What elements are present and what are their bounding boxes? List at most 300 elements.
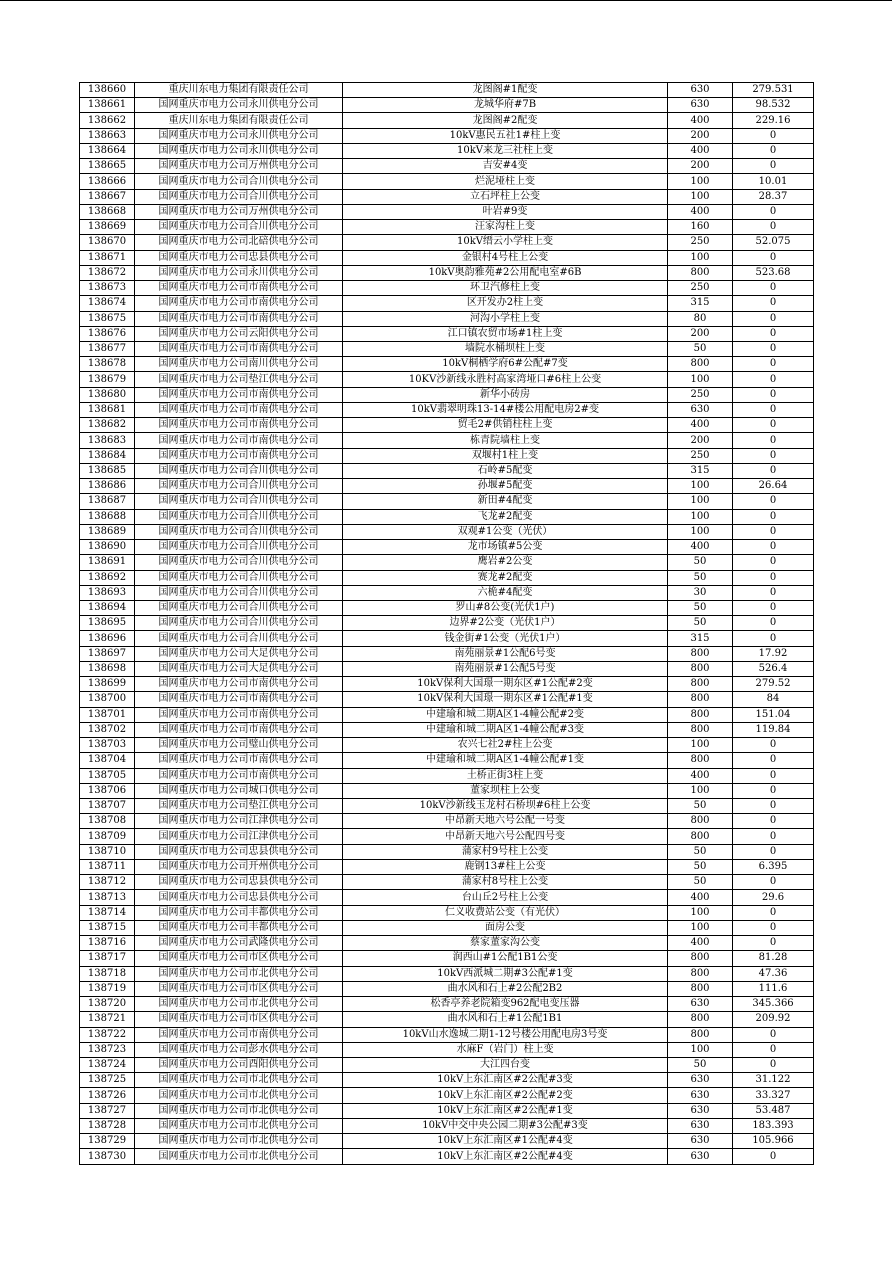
table-row (80, 326, 814, 341)
company-cell: 国网重庆市电力公司市南供电分公司 (135, 722, 343, 737)
table-row (80, 753, 814, 768)
capacity-cell: 250 (668, 235, 733, 250)
id-cell: 138666 (80, 174, 135, 189)
value-cell: 10.01 (733, 174, 814, 189)
id-cell: 138708 (80, 814, 135, 829)
transformer-name-cell: 10kV来龙三社柱上变 (343, 143, 668, 158)
id-cell: 138700 (80, 692, 135, 707)
table-row (80, 936, 814, 951)
transformer-name-cell: 10kV惠民五社1#柱上变 (343, 128, 668, 143)
value-cell: 0 (733, 540, 814, 555)
value-cell: 119.84 (733, 722, 814, 737)
company-cell: 国网重庆市电力公司合川供电分公司 (135, 631, 343, 646)
id-cell: 138689 (80, 524, 135, 539)
table-row (80, 890, 814, 905)
company-cell: 国网重庆市电力公司市南供电分公司 (135, 677, 343, 692)
capacity-cell: 800 (668, 829, 733, 844)
company-cell: 国网重庆市电力公司合川供电分公司 (135, 540, 343, 555)
transformer-name-cell: 中昂新天地六号公配一号变 (343, 814, 668, 829)
transformer-name-cell: 贸毛2#供销柱柱上变 (343, 418, 668, 433)
transformer-name-cell: 董家坝柱上公变 (343, 783, 668, 798)
transformer-name-cell: 10kV西派城二期#3公配#1变 (343, 966, 668, 981)
transformer-name-cell: 大江四台变 (343, 1058, 668, 1073)
capacity-cell: 50 (668, 799, 733, 814)
company-cell: 国网重庆市电力公司武隆供电分公司 (135, 936, 343, 951)
value-cell: 0 (733, 829, 814, 844)
capacity-cell: 400 (668, 418, 733, 433)
transformer-name-cell: 双堰村1柱上变 (343, 448, 668, 463)
value-cell: 229.16 (733, 113, 814, 128)
id-cell: 138679 (80, 372, 135, 387)
id-cell: 138697 (80, 646, 135, 661)
table-row (80, 189, 814, 204)
capacity-cell: 50 (668, 570, 733, 585)
company-cell: 国网重庆市电力公司万州供电分公司 (135, 159, 343, 174)
value-cell: 29.6 (733, 890, 814, 905)
id-cell: 138712 (80, 875, 135, 890)
id-cell: 138707 (80, 799, 135, 814)
company-cell: 国网重庆市电力公司彭水供电分公司 (135, 1042, 343, 1057)
value-cell: 0 (733, 631, 814, 646)
table-row (80, 1027, 814, 1042)
transformer-name-cell: 烂泥垭柱上变 (343, 174, 668, 189)
transformer-name-cell: 龙城华府#7B (343, 98, 668, 113)
transformer-name-cell: 新田#4配变 (343, 494, 668, 509)
transformer-name-cell: 栋青院墙柱上变 (343, 433, 668, 448)
value-cell: 0 (733, 220, 814, 235)
company-cell: 国网重庆市电力公司垫江供电分公司 (135, 799, 343, 814)
value-cell: 523.68 (733, 265, 814, 280)
capacity-cell: 250 (668, 281, 733, 296)
transformer-name-cell: 龙图阁#2配变 (343, 113, 668, 128)
company-cell: 重庆川东电力集团有限责任公司 (135, 113, 343, 128)
id-cell: 138676 (80, 326, 135, 341)
transformer-name-cell: 叶岩#9变 (343, 204, 668, 219)
value-cell: 0 (733, 524, 814, 539)
company-cell: 国网重庆市电力公司永川供电分公司 (135, 98, 343, 113)
table-row (80, 616, 814, 631)
transformer-name-cell: 土桥正街3柱上变 (343, 768, 668, 783)
id-cell: 138714 (80, 905, 135, 920)
table-row (80, 707, 814, 722)
table-row (80, 1073, 814, 1088)
transformer-name-cell: 南苑丽景#1公配6号变 (343, 646, 668, 661)
capacity-cell: 630 (668, 997, 733, 1012)
id-cell: 138711 (80, 859, 135, 874)
transformer-name-cell: 10kV保利大国璟一期东区#1公配#2变 (343, 677, 668, 692)
table-row (80, 677, 814, 692)
transformer-name-cell: 钱金街#1公变（光伏1户） (343, 631, 668, 646)
id-cell: 138686 (80, 479, 135, 494)
table-row (80, 372, 814, 387)
table-row (80, 540, 814, 555)
id-cell: 138696 (80, 631, 135, 646)
value-cell: 0 (733, 555, 814, 570)
transformer-name-cell: 台山丘2号柱上公变 (343, 890, 668, 905)
company-cell: 国网重庆市电力公司合川供电分公司 (135, 220, 343, 235)
value-cell: 526.4 (733, 661, 814, 676)
transformer-name-cell: 孙堰#5配变 (343, 479, 668, 494)
table-row (80, 875, 814, 890)
table-row (80, 768, 814, 783)
capacity-cell: 800 (668, 1027, 733, 1042)
id-cell: 138667 (80, 189, 135, 204)
id-cell: 138662 (80, 113, 135, 128)
value-cell: 26.64 (733, 479, 814, 494)
capacity-cell: 630 (668, 1103, 733, 1118)
value-cell: 0 (733, 463, 814, 478)
capacity-cell: 50 (668, 600, 733, 615)
value-cell: 81.28 (733, 951, 814, 966)
table-row (80, 281, 814, 296)
id-cell: 138665 (80, 159, 135, 174)
id-cell: 138671 (80, 250, 135, 265)
capacity-cell: 100 (668, 524, 733, 539)
transformer-name-cell: 立石坪柱上公变 (343, 189, 668, 204)
company-cell: 国网重庆市电力公司忠县供电分公司 (135, 844, 343, 859)
value-cell: 0 (733, 814, 814, 829)
transformer-name-cell: 10kV山水逸城二期1-12号楼公用配电房3号变 (343, 1027, 668, 1042)
capacity-cell: 800 (668, 966, 733, 981)
capacity-cell: 630 (668, 83, 733, 98)
capacity-cell: 30 (668, 585, 733, 600)
value-cell: 6.395 (733, 859, 814, 874)
capacity-cell: 50 (668, 844, 733, 859)
transformer-name-cell: 10kV保利大国璟一期东区#1公配#1变 (343, 692, 668, 707)
company-cell: 国网重庆市电力公司市南供电分公司 (135, 707, 343, 722)
capacity-cell: 80 (668, 311, 733, 326)
id-cell: 138706 (80, 783, 135, 798)
capacity-cell: 630 (668, 1088, 733, 1103)
table-row (80, 159, 814, 174)
capacity-cell: 630 (668, 98, 733, 113)
transformer-name-cell: 10kV上东汇南区#2公配#2变 (343, 1088, 668, 1103)
value-cell: 0 (733, 204, 814, 219)
value-cell: 0 (733, 1027, 814, 1042)
table-row (80, 600, 814, 615)
transformer-name-cell: 鹿钢13#柱上公变 (343, 859, 668, 874)
table-row (80, 494, 814, 509)
capacity-cell: 630 (668, 1149, 733, 1164)
company-cell: 国网重庆市电力公司忠县供电分公司 (135, 890, 343, 905)
value-cell: 0 (733, 616, 814, 631)
transformer-name-cell: 江口镇农贸市场#1柱上变 (343, 326, 668, 341)
table-row (80, 128, 814, 143)
table-row (80, 951, 814, 966)
value-cell: 33.327 (733, 1088, 814, 1103)
value-cell: 0 (733, 844, 814, 859)
table-row (80, 524, 814, 539)
table-row (80, 631, 814, 646)
company-cell: 国网重庆市电力公司市南供电分公司 (135, 433, 343, 448)
id-cell: 138674 (80, 296, 135, 311)
id-cell: 138688 (80, 509, 135, 524)
value-cell: 84 (733, 692, 814, 707)
company-cell: 国网重庆市电力公司永川供电分公司 (135, 265, 343, 280)
id-cell: 138672 (80, 265, 135, 280)
value-cell: 0 (733, 509, 814, 524)
capacity-cell: 400 (668, 143, 733, 158)
company-cell: 国网重庆市电力公司合川供电分公司 (135, 600, 343, 615)
capacity-cell: 800 (668, 677, 733, 692)
id-cell: 138728 (80, 1118, 135, 1133)
table-row (80, 1118, 814, 1133)
value-cell: 0 (733, 585, 814, 600)
transformer-name-cell: 中建瑜和城二期A区1-4幢公配#3变 (343, 722, 668, 737)
capacity-cell: 400 (668, 936, 733, 951)
id-cell: 138719 (80, 981, 135, 996)
id-cell: 138725 (80, 1073, 135, 1088)
id-cell: 138710 (80, 844, 135, 859)
id-cell: 138673 (80, 281, 135, 296)
transformer-name-cell: 龙市场镇#5公变 (343, 540, 668, 555)
company-cell: 国网重庆市电力公司万州供电分公司 (135, 204, 343, 219)
capacity-cell: 315 (668, 296, 733, 311)
company-cell: 国网重庆市电力公司合川供电分公司 (135, 616, 343, 631)
company-cell: 国网重庆市电力公司合川供电分公司 (135, 463, 343, 478)
value-cell: 0 (733, 143, 814, 158)
id-cell: 138713 (80, 890, 135, 905)
value-cell: 0 (733, 936, 814, 951)
value-cell: 279.531 (733, 83, 814, 98)
table-row (80, 235, 814, 250)
capacity-cell: 630 (668, 1134, 733, 1149)
transformer-name-cell: 蔡家董家沟公变 (343, 936, 668, 951)
transformer-name-cell: 曲水风和石上#1公配1B1 (343, 1012, 668, 1027)
table-row (80, 509, 814, 524)
value-cell: 0 (733, 159, 814, 174)
table-row (80, 829, 814, 844)
transformer-name-cell: 10KV沙新线永胜村高家湾垭口#6柱上公变 (343, 372, 668, 387)
value-cell: 0 (733, 296, 814, 311)
transformer-name-cell: 10kV上东汇南区#2公配#3变 (343, 1073, 668, 1088)
table-row (80, 1042, 814, 1057)
table-row (80, 113, 814, 128)
table-row (80, 479, 814, 494)
company-cell: 国网重庆市电力公司垫江供电分公司 (135, 372, 343, 387)
transformer-name-cell: 罗山#8公变(光伏1户) (343, 600, 668, 615)
table-row (80, 997, 814, 1012)
table-row (80, 220, 814, 235)
transformer-name-cell: 曲水风和石上#2公配2B2 (343, 981, 668, 996)
id-cell: 138694 (80, 600, 135, 615)
company-cell: 国网重庆市电力公司市北供电分公司 (135, 966, 343, 981)
company-cell: 国网重庆市电力公司市南供电分公司 (135, 692, 343, 707)
capacity-cell: 400 (668, 540, 733, 555)
id-cell: 138690 (80, 540, 135, 555)
value-cell: 0 (733, 281, 814, 296)
transformer-name-cell: 双观#1公变（光伏） (343, 524, 668, 539)
id-cell: 138724 (80, 1058, 135, 1073)
value-cell: 183.393 (733, 1118, 814, 1133)
id-cell: 138681 (80, 402, 135, 417)
transformer-name-cell: 蒲家村9号柱上公变 (343, 844, 668, 859)
transformer-name-cell: 河沟小学柱上变 (343, 311, 668, 326)
company-cell: 国网重庆市电力公司合川供电分公司 (135, 524, 343, 539)
value-cell: 28.37 (733, 189, 814, 204)
capacity-cell: 800 (668, 265, 733, 280)
capacity-cell: 200 (668, 326, 733, 341)
company-cell: 国网重庆市电力公司市北供电分公司 (135, 1088, 343, 1103)
table-row (80, 646, 814, 661)
transformer-name-cell: 面房公变 (343, 920, 668, 935)
value-cell: 345.366 (733, 997, 814, 1012)
company-cell: 国网重庆市电力公司市南供电分公司 (135, 1027, 343, 1042)
capacity-cell: 800 (668, 753, 733, 768)
id-cell: 138723 (80, 1042, 135, 1057)
capacity-cell: 800 (668, 707, 733, 722)
capacity-cell: 630 (668, 1118, 733, 1133)
table-row (80, 83, 814, 98)
capacity-cell: 100 (668, 189, 733, 204)
company-cell: 国网重庆市电力公司江津供电分公司 (135, 814, 343, 829)
value-cell: 17.92 (733, 646, 814, 661)
company-cell: 国网重庆市电力公司云阳供电分公司 (135, 326, 343, 341)
transformer-name-cell: 中建瑜和城二期A区1-4幢公配#1变 (343, 753, 668, 768)
id-cell: 138699 (80, 677, 135, 692)
transformer-name-cell: 六桅#4配变 (343, 585, 668, 600)
id-cell: 138678 (80, 357, 135, 372)
table-row (80, 204, 814, 219)
transformer-name-cell: 汪家沟柱上变 (343, 220, 668, 235)
company-cell: 国网重庆市电力公司城口供电分公司 (135, 783, 343, 798)
capacity-cell: 800 (668, 1012, 733, 1027)
company-cell: 国网重庆市电力公司市北供电分公司 (135, 1149, 343, 1164)
value-cell: 111.6 (733, 981, 814, 996)
value-cell: 0 (733, 357, 814, 372)
id-cell: 138720 (80, 997, 135, 1012)
transformer-name-cell: 10kV桐栖学府6#公配#7变 (343, 357, 668, 372)
capacity-cell: 200 (668, 159, 733, 174)
capacity-cell: 800 (668, 951, 733, 966)
value-cell: 0 (733, 600, 814, 615)
transformer-name-cell: 农兴七社2#柱上公变 (343, 738, 668, 753)
id-cell: 138661 (80, 98, 135, 113)
value-cell: 0 (733, 250, 814, 265)
transformer-name-cell: 飞龙#2配变 (343, 509, 668, 524)
capacity-cell: 100 (668, 250, 733, 265)
id-cell: 138684 (80, 448, 135, 463)
table-row (80, 1058, 814, 1073)
value-cell: 0 (733, 875, 814, 890)
id-cell: 138705 (80, 768, 135, 783)
value-cell: 0 (733, 783, 814, 798)
transformer-name-cell: 10kV奥韵雅苑#2公用配电室#6B (343, 265, 668, 280)
table-row (80, 341, 814, 356)
transformer-data-table (79, 82, 814, 1165)
value-cell: 31.122 (733, 1073, 814, 1088)
value-cell: 0 (733, 920, 814, 935)
transformer-name-cell: 中昂新天地六号公配四号变 (343, 829, 668, 844)
transformer-name-cell: 10kV上东汇南区#1公配#4变 (343, 1134, 668, 1149)
table-row (80, 905, 814, 920)
company-cell: 国网重庆市电力公司永川供电分公司 (135, 143, 343, 158)
table-row (80, 1012, 814, 1027)
transformer-name-cell: 10kV缙云小学柱上变 (343, 235, 668, 250)
value-cell: 105.966 (733, 1134, 814, 1149)
value-cell: 209.92 (733, 1012, 814, 1027)
company-cell: 国网重庆市电力公司北碚供电分公司 (135, 235, 343, 250)
id-cell: 138726 (80, 1088, 135, 1103)
company-cell: 国网重庆市电力公司合川供电分公司 (135, 509, 343, 524)
table-row (80, 661, 814, 676)
transformer-name-cell: 环卫汽修柱上变 (343, 281, 668, 296)
table-row (80, 738, 814, 753)
value-cell: 0 (733, 905, 814, 920)
capacity-cell: 100 (668, 174, 733, 189)
id-cell: 138703 (80, 738, 135, 753)
table-row (80, 859, 814, 874)
id-cell: 138729 (80, 1134, 135, 1149)
value-cell: 0 (733, 738, 814, 753)
company-cell: 国网重庆市电力公司市南供电分公司 (135, 402, 343, 417)
company-cell: 国网重庆市电力公司市区供电分公司 (135, 981, 343, 996)
company-cell: 国网重庆市电力公司开州供电分公司 (135, 859, 343, 874)
id-cell: 138715 (80, 920, 135, 935)
id-cell: 138704 (80, 753, 135, 768)
table-row (80, 250, 814, 265)
company-cell: 国网重庆市电力公司大足供电分公司 (135, 661, 343, 676)
company-cell: 国网重庆市电力公司市北供电分公司 (135, 1118, 343, 1133)
company-cell: 国网重庆市电力公司忠县供电分公司 (135, 250, 343, 265)
company-cell: 国网重庆市电力公司市南供电分公司 (135, 753, 343, 768)
id-cell: 138702 (80, 722, 135, 737)
company-cell: 国网重庆市电力公司忠县供电分公司 (135, 875, 343, 890)
transformer-name-cell: 边界#2公变（光伏1户） (343, 616, 668, 631)
table-row (80, 448, 814, 463)
id-cell: 138660 (80, 83, 135, 98)
table-row (80, 311, 814, 326)
capacity-cell: 50 (668, 341, 733, 356)
capacity-cell: 315 (668, 463, 733, 478)
capacity-cell: 800 (668, 646, 733, 661)
capacity-cell: 160 (668, 220, 733, 235)
id-cell: 138716 (80, 936, 135, 951)
id-cell: 138730 (80, 1149, 135, 1164)
company-cell: 国网重庆市电力公司市南供电分公司 (135, 341, 343, 356)
value-cell: 0 (733, 372, 814, 387)
value-cell: 52.075 (733, 235, 814, 250)
value-cell: 0 (733, 448, 814, 463)
id-cell: 138670 (80, 235, 135, 250)
table-row (80, 98, 814, 113)
value-cell: 0 (733, 311, 814, 326)
value-cell: 47.36 (733, 966, 814, 981)
table-row (80, 722, 814, 737)
capacity-cell: 100 (668, 494, 733, 509)
value-cell: 0 (733, 418, 814, 433)
company-cell: 国网重庆市电力公司江津供电分公司 (135, 829, 343, 844)
transformer-name-cell: 10kV沙新线玉龙村石桥坝#6柱上公变 (343, 799, 668, 814)
capacity-cell: 400 (668, 204, 733, 219)
value-cell: 0 (733, 341, 814, 356)
company-cell: 国网重庆市电力公司市南供电分公司 (135, 387, 343, 402)
transformer-name-cell: 龙图阁#1配变 (343, 83, 668, 98)
company-cell: 国网重庆市电力公司合川供电分公司 (135, 585, 343, 600)
id-cell: 138693 (80, 585, 135, 600)
table-row (80, 402, 814, 417)
company-cell: 国网重庆市电力公司大足供电分公司 (135, 646, 343, 661)
transformer-name-cell: 新华小砖房 (343, 387, 668, 402)
company-cell: 国网重庆市电力公司市北供电分公司 (135, 1073, 343, 1088)
value-cell: 0 (733, 128, 814, 143)
id-cell: 138677 (80, 341, 135, 356)
company-cell: 国网重庆市电力公司市南供电分公司 (135, 448, 343, 463)
table-row (80, 783, 814, 798)
transformer-name-cell: 润西山#1公配1B1公变 (343, 951, 668, 966)
transformer-name-cell: 区开发办2柱上变 (343, 296, 668, 311)
transformer-name-cell: 松香亭养老院箱变962配电变压器 (343, 997, 668, 1012)
